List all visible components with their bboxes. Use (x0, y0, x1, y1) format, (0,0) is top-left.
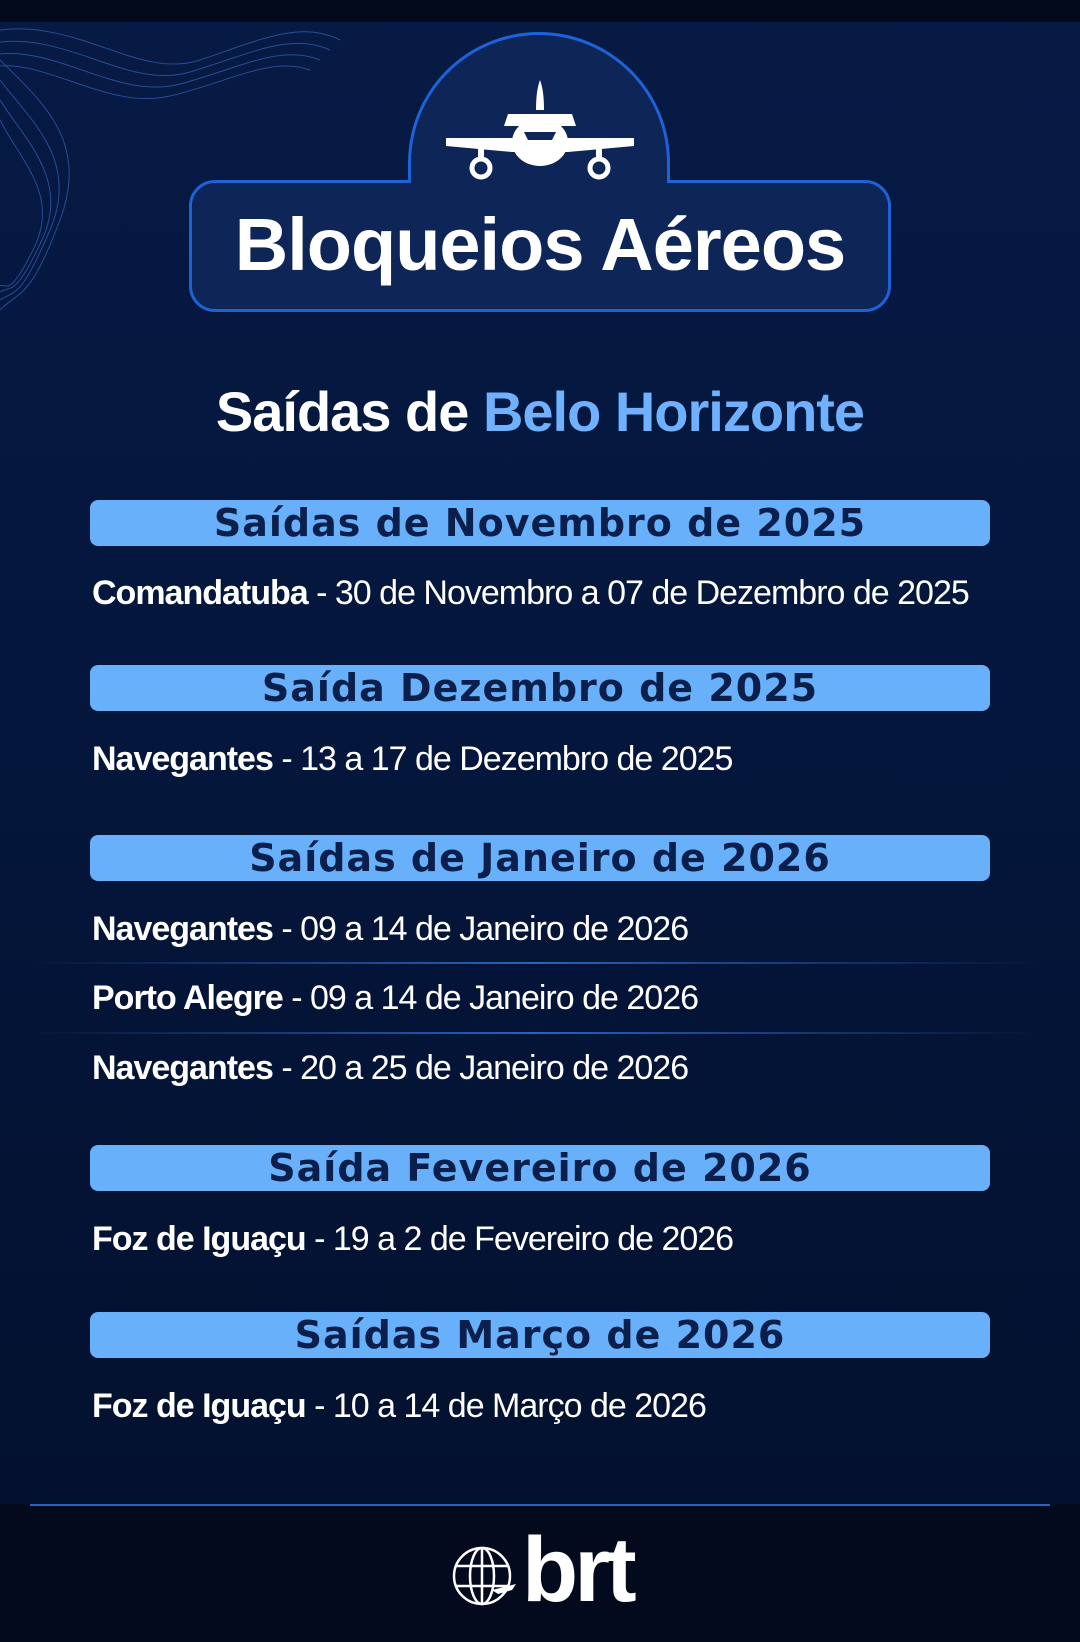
page-title: Bloqueios Aéreos (234, 203, 846, 286)
section-heading-march: Saídas Março de 2026 (90, 1312, 990, 1358)
destination-name: Comandatuba (92, 574, 308, 612)
destination-name: Foz de Iguaçu (92, 1387, 306, 1425)
list-item (92, 975, 1052, 1021)
subtitle-prefix: Saídas de (215, 380, 469, 443)
subtitle-city: Belo Horizonte (482, 380, 865, 443)
date-range: - 30 de Novembro a 07 de Dezembro de 2025 (307, 574, 969, 612)
section-heading-december: Saída Dezembro de 2025 (90, 665, 990, 711)
destination-name: Navegantes (92, 740, 273, 778)
list-item (92, 570, 1052, 616)
subtitle (0, 372, 1080, 452)
destination-name: Navegantes (92, 910, 273, 948)
section-heading-february: Saída Fevereiro de 2026 (90, 1145, 990, 1191)
date-range: - 09 a 14 de Janeiro de 2026 (272, 910, 689, 948)
date-range: - 19 a 2 de Fevereiro de 2026 (305, 1220, 734, 1258)
destination-name: Foz de Iguaçu (92, 1220, 306, 1258)
footer-divider (30, 1504, 1050, 1506)
date-range: - 13 a 17 de Dezembro de 2025 (272, 740, 733, 778)
destination-name: Porto Alegre (92, 979, 283, 1017)
top-strip (0, 0, 1080, 22)
date-range: - 09 a 14 de Janeiro de 2026 (282, 979, 699, 1017)
section-heading-november: Saídas de Novembro de 2025 (90, 500, 990, 546)
date-range: - 20 a 25 de Janeiro de 2026 (272, 1049, 689, 1087)
section-heading-january: Saídas de Janeiro de 2026 (90, 835, 990, 881)
list-item (92, 906, 1052, 952)
brand-logo-text: brt (522, 1519, 633, 1621)
globe-plane-icon (442, 1540, 522, 1610)
list-item (92, 1045, 1052, 1091)
divider (30, 1032, 1040, 1034)
list-item (92, 1216, 1052, 1262)
destination-name: Navegantes (92, 1049, 273, 1087)
divider (30, 962, 1040, 964)
date-range: - 10 a 14 de Março de 2026 (305, 1387, 706, 1425)
list-item (92, 1383, 1052, 1429)
airplane-icon (444, 80, 636, 184)
list-item (92, 736, 1052, 782)
